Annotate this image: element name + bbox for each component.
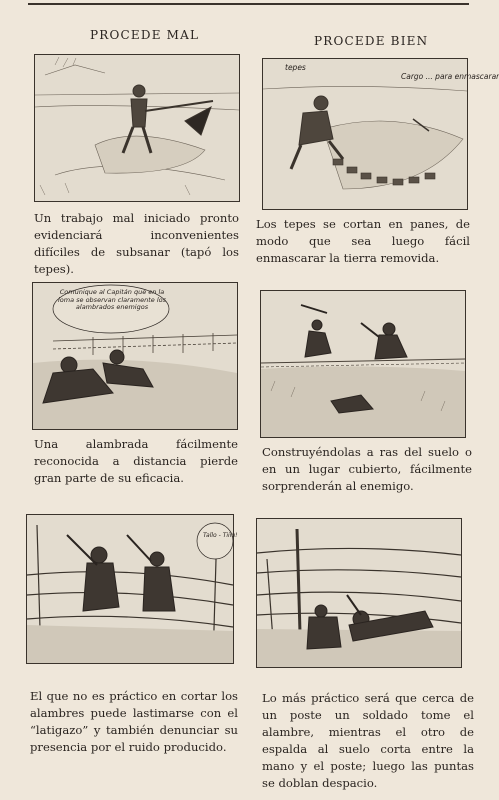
caption-bad-2: Una alambrada fácilmente reconocida a distancia pierde gran parte de su eficacia. [34,437,238,485]
illustration-trench-good [262,58,499,210]
label-tepes: tepes [285,63,306,72]
top-rule [28,3,469,5]
caption-good-1: Los tepes se cortan en panes, de modo que sea luego fácil enmascarar la tierra removida. [256,217,470,265]
caption-bad-3: El que no es práctico en cortar los alambres puede lastimarse con el “latigazo” y también denunciar su presencia por el ruido producido. [30,689,238,754]
illustration-cutting-good [256,518,462,668]
illustration-trench-bad [34,54,240,202]
illustration-wire-hidden-good [260,290,466,438]
column-header-bad: PROCEDE MAL [90,28,200,42]
caption-bad-1: Un trabajo mal iniciado pronto evidenciará inconvenientes difíciles de subsanar (tapó los tepes). [34,211,239,276]
speech-bubble-text: Comunique al Capitán que en la loma se observan claramente los alambrados enemigos [57,288,167,311]
sound-bubble-text: Tallo - Tiiiu! [203,532,238,539]
caption-good-3: Lo más práctico será que cerca de un poste un soldado tome el alambre, mientras el otro de espalda al suelo corta entre la mano y el poste; luego las puntas se doblan despacio. [262,691,474,790]
caption-good-2: Construyéndolas a ras del suelo o en un lugar cubierto, fácilmente sorprenderán al enemigo. [262,445,472,493]
column-header-good: PROCEDE BIEN [314,34,429,48]
illustration-cutting-bad [26,514,238,664]
label-note: Cargo ... para enmascarar [401,72,499,81]
illustration-wire-visible-bad [32,282,238,430]
